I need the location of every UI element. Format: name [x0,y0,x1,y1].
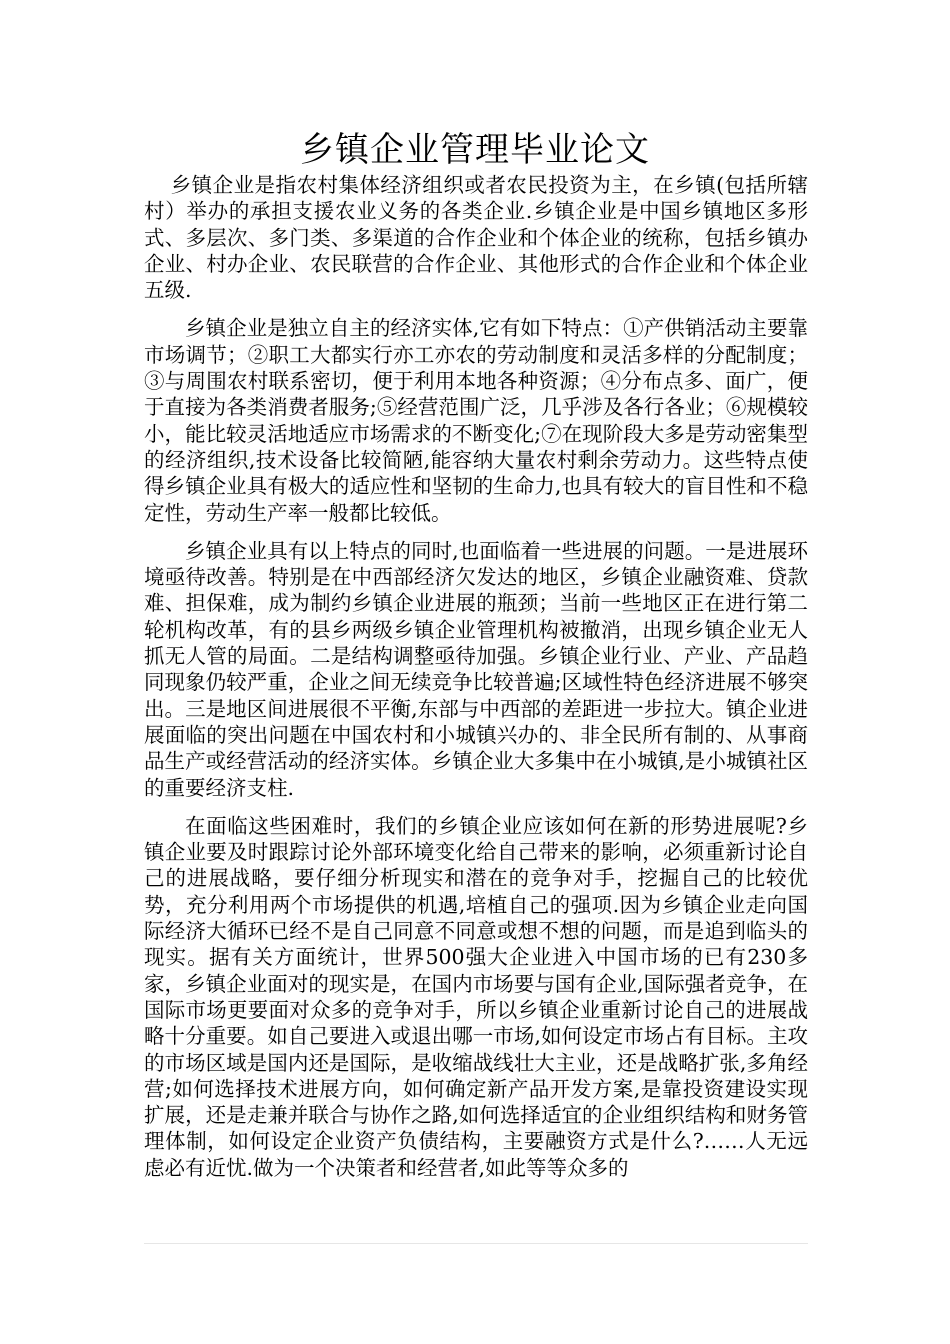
paragraph-3: 乡镇企业具有以上特点的同时,也面临着一些进展的问题。一是进展环境亟待改善。特别是在中西部经济欠发达的地区，乡镇企业融资难、贷款难、担保难，成为制约乡镇企业进展的瓶颈；当前一些地区正在进行第二轮机构改革，有的县乡两级乡镇企业管理机构被撤消，出现乡镇企业无人抓无人管的局面。二是结构调整亟待加强。乡镇企业行业、产业、产品趋同现象仍较严重，企业之间无续竞争比较普遍;区域性特色经济进展不够突出。三是地区间进展很不平衡,东部与中西部的差距进一步拉大。镇企业进展面临的突出问题在中国农村和小城镇兴办的、非全民所有制的、从事商品生产或经营活动的经济实体。乡镇企业大多集中在小城镇,是小城镇社区的重要经济支柱. [144,538,808,800]
page-bottom-divider [144,1243,808,1244]
document-title: 乡镇企业管理毕业论文 [300,130,650,170]
paragraph-1: 乡镇企业是指农村集体经济组织或者农民投资为主，在乡镇(包括所辖村）举办的承担支援农业义务的各类企业.乡镇企业是中国乡镇地区多形式、多层次、多门类、多渠道的合作企业和个体企业的统称，包括乡镇办企业、村办企业、农民联营的合作企业、其他形式的合作企业和个体企业五级. [144,173,808,303]
paragraph-4: 在面临这些困难时，我们的乡镇企业应该如何在新的形势进展呢?乡镇企业要及时跟踪讨论外部环境变化给自己带来的影响，必须重新讨论自己的进展战略，要仔细分析现实和潜在的竞争对手，挖掘自己的比较优势，充分利用两个市场提供的机遇,培植自己的强项.因为乡镇企业走向国际经济大循环已经不是自己同意不同意或想不想的问题，而是追到临头的现实。据有关方面统计，世界500强大企业进入中国市场的已有230多家，乡镇企业面对的现实是，在国内市场要与国有企业,国际强者竞争，在国际市场更要面对众多的竞争对手，所以乡镇企业重新讨论自己的进展战略十分重要。如自己要进入或退出哪一市场,如何设定市场占有目标。主攻的市场区域是国内还是国际，是收缩战线壮大主业，还是战略扩张,多角经营;如何选择技术进展方向，如何确定新产品开发方案,是靠投资建设实现扩展，还是走兼并联合与协作之路,如何选择适宜的企业组织结构和财务管理体制，如何设定企业资产负债结构，主要融资方式是什么?……人无远虑必有近忧.做为一个决策者和经营者,如此等等众多的 [144,813,808,1180]
document-body [144,172,808,1193]
paragraph-2: 乡镇企业是独立自主的经济实体,它有如下特点：①产供销活动主要靠市场调节；②职工大都实行亦工亦农的劳动制度和灵活多样的分配制度；③与周围农村联系密切，便于利用本地各种资源；④分布点多、面广，便于直接为各类消费者服务;⑤经营范围广泛，几乎涉及各行各业；⑥规模较小，能比较灵活地适应市场需求的不断变化;⑦在现阶段大多是劳动密集型的经济组织,技术设备比较简陋,能容纳大量农村剩余劳动力。这些特点使得乡镇企业具有极大的适应性和坚韧的生命力,也具有较大的盲目性和不稳定性，劳动生产率一般都比较低。 [144,316,808,525]
